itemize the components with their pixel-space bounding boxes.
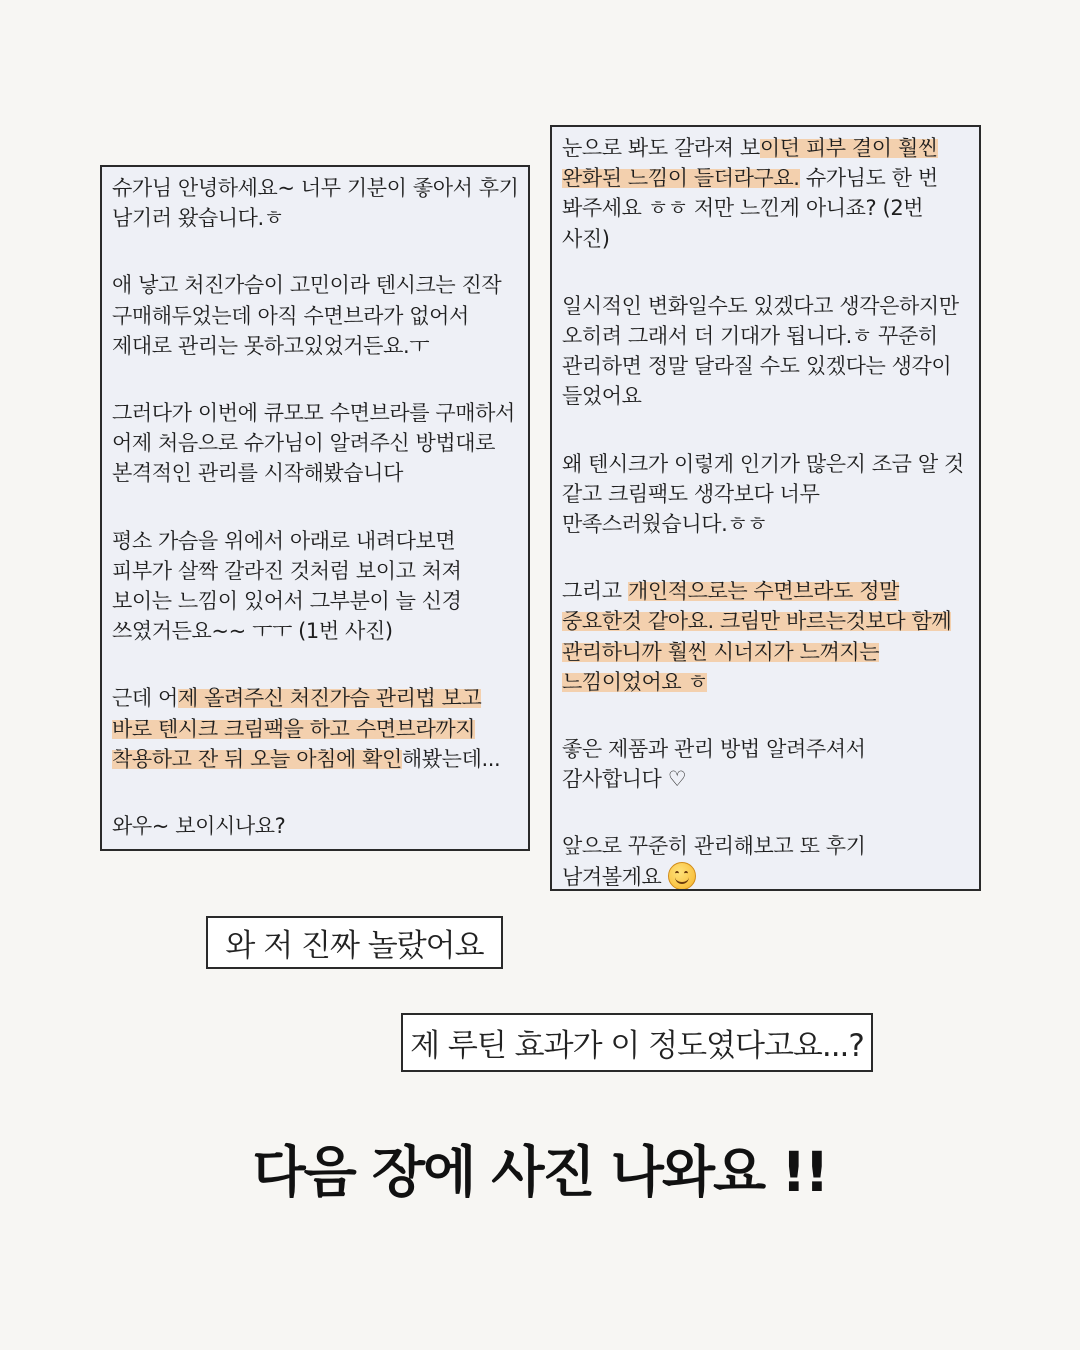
review-text: 해봤는데... — [401, 746, 501, 771]
review-paragraph: 좋은 제품과 관리 방법 알려주셔서 감사합니다 ♡ — [562, 737, 866, 792]
review-text: 그리고 — [562, 579, 628, 604]
review-paragraph: 왜 텐시크가 이렇게 인기가 많은지 조금 알 것 같고 크림팩도 생각보다 너무 만족스러웠습니다.ㅎㅎ — [562, 451, 964, 537]
review-paragraph-highlighted — [562, 133, 971, 254]
highlighted-text: 이던 피부 결이 훨씬 완화된 느낌이 들더라구요. — [562, 136, 938, 191]
highlighted-text: 개인적으로는 수면브라도 정말 중요한것 같아요. 크림만 바르는것보다 함께 관리하니까 훨씬 시너지가 느껴지는 느낌이었어요 ㅎ — [562, 579, 952, 694]
review-text: 근데 어 — [112, 686, 178, 711]
review-text: 슈가님도 한 번 봐주세요 ㅎㅎ 저만 느낀게 아니죠? (2번 사진) — [562, 166, 938, 251]
review-screenshot-right — [550, 125, 981, 891]
callout-caption-routine-effect: 제 루틴 효과가 이 정도였다고요...? — [401, 1013, 873, 1072]
review-text: 앞으로 꾸준히 관리해보고 또 후기 남겨볼게요 — [562, 834, 866, 889]
review-paragraph: 그러다가 이번에 큐모모 수면브라를 구매하서 어제 처음으로 슈가님이 알려주신 방법대로 본격적인 관리를 시작해봤습니다 — [112, 401, 515, 486]
review-text: 눈으로 봐도 갈라져 보 — [562, 136, 760, 160]
callout-caption-surprised: 와 저 진짜 놀랐어요 — [206, 916, 503, 969]
review-paragraph: 와우~ 보이시나요? — [112, 814, 286, 839]
review-paragraph-highlighted — [112, 683, 520, 774]
next-page-title: 다음 장에 사진 나와요 !! — [252, 1140, 828, 1204]
review-paragraph: 애 낳고 처진가슴이 고민이라 텐시크는 진작 구매해두었는데 아직 수면브라가 없어서 제대로 관리는 못하고있었거든요.ㅜ — [112, 273, 502, 358]
review-screenshot-left — [100, 165, 530, 851]
review-paragraph: 슈가님 안녕하세요~ 너무 기분이 좋아서 후기 남기러 왔습니다.ㅎ — [112, 176, 519, 231]
review-paragraph-with-emoji — [562, 831, 971, 891]
smiling-face-emoji-icon — [668, 862, 696, 890]
highlighted-text: 제 올려주신 처진가슴 관리법 보고 바로 텐시크 크림팩을 하고 수면브라까지 착용하고 잔 뒤 오늘 아침에 확인 — [112, 686, 482, 771]
review-paragraph: 평소 가슴을 위에서 아래로 내려다보면 피부가 살짝 갈라진 것처럼 보이고 처져 보이는 느낌이 있어서 그부분이 늘 신경 쓰였거든요~~ ㅜㅜ (1번 사진) — [112, 528, 462, 644]
review-paragraph-highlighted — [562, 576, 971, 697]
review-paragraph: 일시적인 변화일수도 있겠다고 생각은하지만 오히려 그래서 더 기대가 됩니다.ㅎ 꾸준히 관리하면 정말 달라질 수도 있겠다는 생각이 들었어요 — [562, 293, 959, 409]
